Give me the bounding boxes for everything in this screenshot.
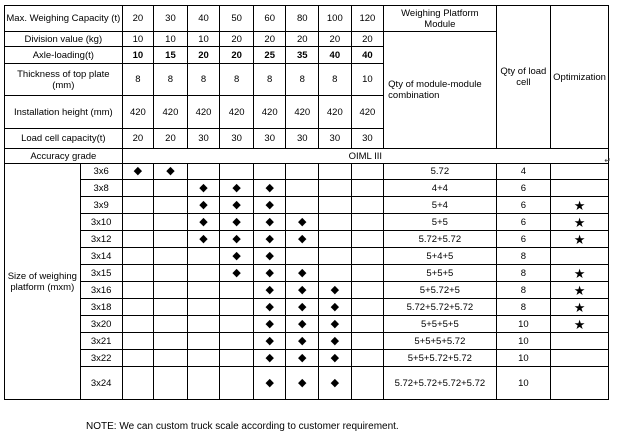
diamond-mark: ◆: [286, 231, 319, 248]
thickness-cell: 8: [220, 64, 254, 96]
qty-load-cell-label: Qty of load cell: [496, 6, 551, 149]
empty-mark-cell: [286, 197, 319, 214]
empty-mark-cell: [122, 299, 154, 316]
installation-cell: 420: [220, 96, 254, 129]
diamond-mark: ◆: [187, 231, 220, 248]
table-row: [5, 180, 609, 197]
table-row: [5, 214, 609, 231]
empty-mark-cell: [286, 180, 319, 197]
load-cell-cell: 30: [220, 129, 254, 149]
installation-cell: 420: [253, 96, 286, 129]
division-cell: 20: [286, 32, 319, 47]
empty-mark-cell: [154, 180, 188, 197]
module-combination-cell: 4+4: [384, 180, 496, 197]
empty-mark-cell: [220, 367, 254, 400]
axle-cell: 35: [286, 47, 319, 64]
diamond-mark: ◆: [253, 265, 286, 282]
platform-size-cell: 3x24: [80, 367, 122, 400]
empty-mark-cell: [253, 164, 286, 180]
empty-mark-cell: [351, 333, 384, 350]
diamond-mark: ◆: [253, 350, 286, 367]
diamond-mark: ◆: [286, 214, 319, 231]
load-cell-qty-cell: 8: [496, 265, 551, 282]
diamond-mark: ◆: [253, 180, 286, 197]
platform-size-cell: 3x9: [80, 197, 122, 214]
empty-mark-cell: [122, 265, 154, 282]
empty-mark-cell: [154, 214, 188, 231]
cap-cell: 120: [351, 6, 384, 32]
empty-mark-cell: [187, 333, 220, 350]
optimization-cell: [551, 333, 609, 350]
star-icon: ★: [551, 197, 609, 214]
platform-size-cell: 3x22: [80, 350, 122, 367]
installation-cell: 420: [154, 96, 188, 129]
axle-cell: 25: [253, 47, 286, 64]
footer-note: NOTE: We can custom truck scale according to customer requirement.: [86, 421, 399, 432]
empty-mark-cell: [122, 282, 154, 299]
diamond-mark: ◆: [220, 197, 254, 214]
table-row: [5, 197, 609, 214]
empty-mark-cell: [154, 350, 188, 367]
table-row: [5, 350, 609, 367]
platform-size-cell: 3x6: [80, 164, 122, 180]
empty-mark-cell: [122, 316, 154, 333]
diamond-mark: ◆: [319, 350, 352, 367]
star-icon: ★: [551, 282, 609, 299]
platform-size-cell: 3x20: [80, 316, 122, 333]
diamond-mark: ◆: [286, 367, 319, 400]
cap-cell: 60: [253, 6, 286, 32]
diamond-mark: ◆: [220, 265, 254, 282]
module-combination-cell: 5+5.72+5: [384, 282, 496, 299]
division-value-label: Division value (kg): [5, 32, 123, 47]
table-row: [5, 316, 609, 333]
empty-mark-cell: [187, 367, 220, 400]
division-cell: 20: [319, 32, 352, 47]
empty-mark-cell: [220, 350, 254, 367]
installation-cell: 420: [351, 96, 384, 129]
load-cell-qty-cell: 8: [496, 282, 551, 299]
diamond-mark: ◆: [286, 316, 319, 333]
empty-mark-cell: [154, 265, 188, 282]
empty-mark-cell: [122, 248, 154, 265]
empty-mark-cell: [220, 299, 254, 316]
weighing-platform-module-label: Weighing Platform Module: [384, 6, 496, 32]
diamond-mark: ◆: [253, 197, 286, 214]
module-combination-cell: 5+5: [384, 214, 496, 231]
empty-mark-cell: [351, 197, 384, 214]
table-row: [5, 231, 609, 248]
load-cell-cell: 20: [122, 129, 154, 149]
platform-size-cell: 3x15: [80, 265, 122, 282]
empty-mark-cell: [351, 299, 384, 316]
cap-cell: 50: [220, 6, 254, 32]
platform-size-cell: 3x18: [80, 299, 122, 316]
table-row: [5, 164, 609, 180]
diamond-mark: ◆: [253, 333, 286, 350]
module-combination-cell: 5+4: [384, 197, 496, 214]
platform-size-cell: 3x16: [80, 282, 122, 299]
star-icon: ★: [551, 316, 609, 333]
platform-size-cell: 3x21: [80, 333, 122, 350]
installation-cell: 420: [319, 96, 352, 129]
platform-size-cell: 3x10: [80, 214, 122, 231]
empty-mark-cell: [319, 180, 352, 197]
table-row: [5, 248, 609, 265]
empty-mark-cell: [351, 248, 384, 265]
empty-mark-cell: [351, 231, 384, 248]
division-cell: 20: [253, 32, 286, 47]
module-combination-cell: 5+5+5: [384, 265, 496, 282]
empty-mark-cell: [187, 265, 220, 282]
empty-mark-cell: [187, 164, 220, 180]
empty-mark-cell: [154, 333, 188, 350]
load-cell-qty-cell: 6: [496, 197, 551, 214]
load-cell-qty-cell: 10: [496, 333, 551, 350]
division-cell: 20: [351, 32, 384, 47]
max-weighing-capacity-label: Max. Weighing Capacity (t): [5, 6, 123, 32]
optimization-cell: [551, 180, 609, 197]
division-cell: 10: [154, 32, 188, 47]
axle-cell: 15: [154, 47, 188, 64]
empty-mark-cell: [351, 180, 384, 197]
optimization-cell: [551, 248, 609, 265]
module-combination-cell: 5+4+5: [384, 248, 496, 265]
table-row: [5, 299, 609, 316]
specification-table: [4, 5, 609, 400]
empty-mark-cell: [351, 282, 384, 299]
empty-mark-cell: [319, 248, 352, 265]
empty-mark-cell: [319, 231, 352, 248]
thickness-cell: 8: [187, 64, 220, 96]
module-combination-cell: 5.72+5.72+5.72+5.72: [384, 367, 496, 400]
diamond-mark: ◆: [319, 367, 352, 400]
empty-mark-cell: [154, 316, 188, 333]
empty-mark-cell: [122, 180, 154, 197]
header-row-capacity: [5, 6, 609, 32]
cap-cell: 30: [154, 6, 188, 32]
platform-size-cell: 3x14: [80, 248, 122, 265]
diamond-mark: ◆: [220, 180, 254, 197]
platform-size-cell: 3x8: [80, 180, 122, 197]
empty-mark-cell: [122, 333, 154, 350]
empty-mark-cell: [122, 367, 154, 400]
star-icon: ★: [551, 214, 609, 231]
empty-mark-cell: [220, 316, 254, 333]
empty-mark-cell: [187, 316, 220, 333]
diamond-mark: ◆: [187, 214, 220, 231]
diamond-mark: ◆: [154, 164, 188, 180]
empty-mark-cell: [122, 214, 154, 231]
load-cell-qty-cell: 10: [496, 316, 551, 333]
empty-mark-cell: [220, 164, 254, 180]
module-combination-cell: 5.72+5.72+5.72: [384, 299, 496, 316]
return-mark-icon: ↵: [604, 156, 611, 165]
axle-cell: 20: [187, 47, 220, 64]
empty-mark-cell: [351, 367, 384, 400]
module-combination-cell: 5.72: [384, 164, 496, 180]
division-cell: 10: [122, 32, 154, 47]
empty-mark-cell: [351, 164, 384, 180]
diamond-mark: ◆: [253, 299, 286, 316]
empty-mark-cell: [122, 231, 154, 248]
cap-cell: 40: [187, 6, 220, 32]
empty-mark-cell: [319, 164, 352, 180]
diamond-mark: ◆: [253, 316, 286, 333]
table-row: [5, 333, 609, 350]
diamond-mark: ◆: [220, 214, 254, 231]
thickness-cell: 8: [253, 64, 286, 96]
load-cell-cell: 30: [319, 129, 352, 149]
empty-mark-cell: [187, 350, 220, 367]
diamond-mark: ◆: [253, 367, 286, 400]
empty-mark-cell: [319, 214, 352, 231]
table-row: [5, 282, 609, 299]
empty-mark-cell: [220, 282, 254, 299]
empty-mark-cell: [351, 214, 384, 231]
diamond-mark: ◆: [319, 333, 352, 350]
load-cell-qty-cell: 10: [496, 350, 551, 367]
load-cell-qty-cell: 10: [496, 367, 551, 400]
empty-mark-cell: [154, 231, 188, 248]
installation-height-label: Installation height (mm): [5, 96, 123, 129]
empty-mark-cell: [154, 197, 188, 214]
cap-cell: 100: [319, 6, 352, 32]
empty-mark-cell: [319, 265, 352, 282]
empty-mark-cell: [154, 367, 188, 400]
header-row-accuracy: [5, 149, 609, 164]
star-icon: ★: [551, 299, 609, 316]
optimization-label: Optimization: [551, 6, 609, 149]
installation-cell: 420: [187, 96, 220, 129]
optimization-cell: [551, 367, 609, 400]
platform-size-cell: 3x12: [80, 231, 122, 248]
load-cell-cell: 30: [286, 129, 319, 149]
qty-module-combination-label: Qty of module-module combination: [384, 32, 496, 149]
diamond-mark: ◆: [253, 214, 286, 231]
division-cell: 20: [220, 32, 254, 47]
thickness-cell: 10: [351, 64, 384, 96]
empty-mark-cell: [351, 350, 384, 367]
accuracy-grade-label: Accuracy grade: [5, 149, 123, 164]
diamond-mark: ◆: [319, 282, 352, 299]
axle-cell: 20: [220, 47, 254, 64]
load-cell-cell: 30: [253, 129, 286, 149]
axle-cell: 40: [351, 47, 384, 64]
diamond-mark: ◆: [286, 299, 319, 316]
diamond-mark: ◆: [286, 350, 319, 367]
cap-cell: 20: [122, 6, 154, 32]
diamond-mark: ◆: [319, 299, 352, 316]
empty-mark-cell: [351, 265, 384, 282]
axle-cell: 10: [122, 47, 154, 64]
load-cell-qty-cell: 4: [496, 164, 551, 180]
module-combination-cell: 5+5+5+5: [384, 316, 496, 333]
load-cell-cell: 30: [187, 129, 220, 149]
thickness-cell: 8: [319, 64, 352, 96]
thickness-cell: 8: [286, 64, 319, 96]
diamond-mark: ◆: [187, 180, 220, 197]
empty-mark-cell: [154, 282, 188, 299]
table-row: [5, 367, 609, 400]
installation-cell: 420: [286, 96, 319, 129]
empty-mark-cell: [122, 197, 154, 214]
empty-mark-cell: [187, 299, 220, 316]
table-body: [5, 6, 609, 400]
thickness-label: Thickness of top plate (mm): [5, 64, 123, 96]
load-cell-qty-cell: 6: [496, 231, 551, 248]
load-cell-qty-cell: 8: [496, 248, 551, 265]
empty-mark-cell: [351, 316, 384, 333]
star-icon: ★: [551, 231, 609, 248]
diamond-mark: ◆: [286, 333, 319, 350]
module-combination-cell: 5.72+5.72: [384, 231, 496, 248]
empty-mark-cell: [154, 299, 188, 316]
load-cell-qty-cell: 8: [496, 299, 551, 316]
load-cell-cell: 20: [154, 129, 188, 149]
diamond-mark: ◆: [122, 164, 154, 180]
diamond-mark: ◆: [253, 248, 286, 265]
diamond-mark: ◆: [319, 316, 352, 333]
diamond-mark: ◆: [187, 197, 220, 214]
module-combination-cell: 5+5+5.72+5.72: [384, 350, 496, 367]
empty-mark-cell: [154, 248, 188, 265]
axle-cell: 40: [319, 47, 352, 64]
cap-cell: 80: [286, 6, 319, 32]
diamond-mark: ◆: [286, 282, 319, 299]
diamond-mark: ◆: [220, 231, 254, 248]
empty-mark-cell: [187, 248, 220, 265]
load-cell-cell: 30: [351, 129, 384, 149]
empty-mark-cell: [319, 197, 352, 214]
empty-mark-cell: [286, 248, 319, 265]
module-combination-cell: 5+5+5+5.72: [384, 333, 496, 350]
thickness-cell: 8: [122, 64, 154, 96]
diamond-mark: ◆: [220, 248, 254, 265]
diamond-mark: ◆: [253, 282, 286, 299]
empty-mark-cell: [122, 350, 154, 367]
division-cell: 10: [187, 32, 220, 47]
thickness-cell: 8: [154, 64, 188, 96]
installation-cell: 420: [122, 96, 154, 129]
empty-mark-cell: [187, 282, 220, 299]
empty-mark-cell: [220, 333, 254, 350]
oiml-grade: OIML III: [122, 149, 608, 164]
table-row: [5, 265, 609, 282]
load-cell-qty-cell: 6: [496, 180, 551, 197]
load-cell-capacity-label: Load cell capacity(t): [5, 129, 123, 149]
load-cell-qty-cell: 6: [496, 214, 551, 231]
optimization-cell: [551, 350, 609, 367]
axle-loading-label: Axle-loading(t): [5, 47, 123, 64]
optimization-cell: [551, 164, 609, 180]
size-of-platform-label: Size of weighing platform (mxm): [5, 164, 81, 400]
star-icon: ★: [551, 265, 609, 282]
diamond-mark: ◆: [286, 265, 319, 282]
empty-mark-cell: [286, 164, 319, 180]
diamond-mark: ◆: [253, 231, 286, 248]
